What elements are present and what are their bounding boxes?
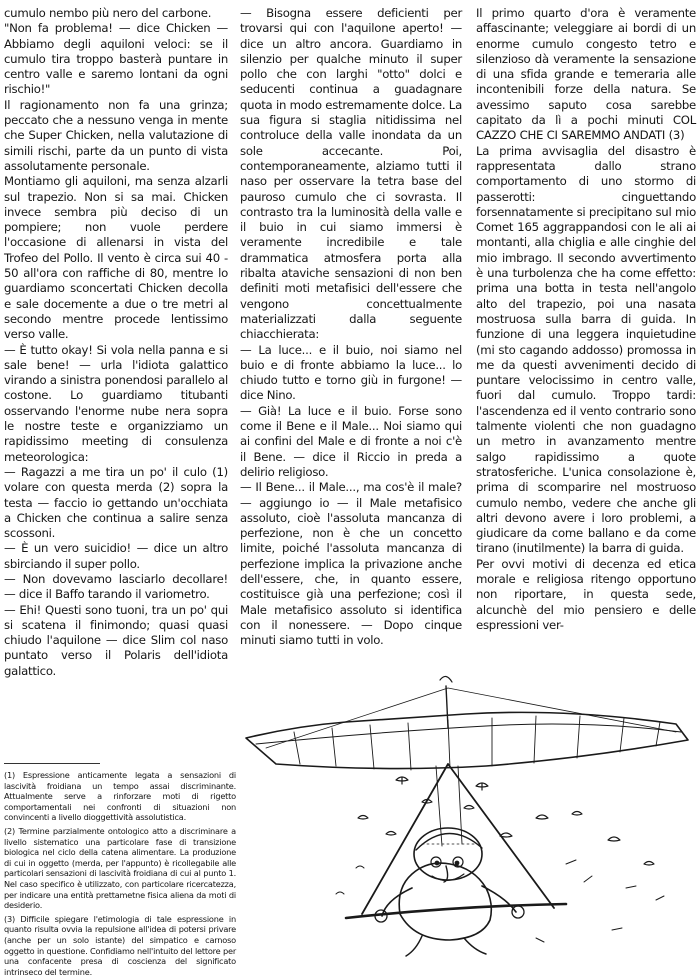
paragraph: — Non dovevamo lasciarlo decollare! — dice il Baffo tarando il variometro. (4, 571, 228, 602)
paragraph: — Ehi! Questi sono tuoni, tra un po' qui si scatena il finimondo; quasi quasi chiudo l'aquilone — dice Slim col naso puntato verso il Polaris dell'idiota galattico. (4, 602, 228, 678)
paragraph: La prima avvisaglia del disastro è rappresentata dallo strano comportamento di uno stormo di passerotti: cinguettando forsennatamente si precipitano sul mio Comet 165 aggrappandosi con le ali ai montanti, alla chiglia e alle cinghie del mio imbrago. Il secondo avvertimento è una turbolenza che ha come effetto: prima una botta in testa nell'angolo alto del trapezio, poi una nasata mostruosa sulla barra di guida. In funzione di una leggera inquietudine (mi sto cagando addosso) promossa in me da questi avvenimenti decido di puntare velocissimo in centro valle, fuori dal cumulo. Troppo tardi: l'ascendenza ed il vento contrario sono talmente violenti che non guadagno un metro in avanzamento mentre salgo rapidissimo a quote stratosferiche. L'unica consolazione è, prima di scomparire nel mostruoso cumulo nembo, vedere che anche gli altri devono avere i loro problemi, a giudicare da come ballano e da come tirano (inutilmente) la barra di guida. (476, 143, 696, 556)
paragraph: Per ovvi motivi di decenza ed etica morale e religiosa ritengo opportuno non riportare, in questa sede, alcunchè del mio pensiero e delle espressioni ver- (476, 556, 696, 632)
paragraph: — Già! La luce e il buio. Forse sono come il Bene e il Male... Noi siamo qui ai confini del Male e di fronte a noi c'è il Bene. — dice il Riccio in preda a delirio religioso. (240, 403, 462, 479)
text-column-3 (476, 6, 696, 633)
footnote: (3) Difficile spiegare l'etimologia di tale espressione in quanto risulta ovvia la repulsione all'idea di potersi privare (anche per un solo istante) del simpatico e carnoso oggetto in questione. Confidiamo nell'intuito del lettore per una confacente presa di coscienza del significato intrinseco del termine. (4, 913, 236, 977)
text-column-1 (4, 6, 228, 679)
footnotes (4, 770, 236, 980)
footnote: (2) Termine parzialmente ontologico atto a discriminare a livello sistematico una particolare fase di transizione biologica nel ciclo della catena alimentare. La produzione di cui in oggetto (merda, per l'appunto) è ricollegabile alle particolari sensazioni di lascività froidiana di cui al punto 1. Nel caso specifico è utilizzato, con particolare ricercatezza, per indicare una entità prettametne fisica aliena da moti di desiderio. (4, 825, 236, 911)
paragraph: "Non fa problema! — dice Chicken — Abbiamo degli aquiloni veloci: se il cumulo tira troppo basterà puntare in centro valle e saremo lontani da ogni rischio!" (4, 21, 228, 97)
paragraph: Montiamo gli aquiloni, ma senza alzarli sul trapezio. Non si sa mai. Chicken invece sembra più deciso di un pompiere; non vuole perdere l'occasione di allenarsi in vista del Trofeo del Pollo. Il vento è circa sui 40 - 50 all'ora con raffiche di 80, mentre lo guardiamo sconcertati Chicken decolla e sale docemente a due o tre metri al secondo mentre procede lentissimo verso valle. (4, 174, 228, 342)
footnote: (1) Espressione anticamente legata a sensazioni di lascività froidiana un tempo assai discriminante. Attualmente serve a rinforzare moti di rigetto comportamentali nei confronti di situazioni non convincenti a livello dioggettività assolutistica. (4, 770, 236, 823)
paragraph: cumulo nembo più nero del carbone. (4, 6, 212, 20)
footnote-divider (4, 763, 100, 764)
paragraph: — La luce... e il buio, noi siamo nel buio e di fronte abbiamo la luce... lo chiudo tutto e torno giù in furgone! — dice Nino. (240, 342, 462, 403)
control-bar-frame (362, 764, 554, 914)
bird-icon (358, 777, 654, 865)
text-column-2 (240, 6, 462, 648)
hang-glider-illustration (236, 668, 698, 962)
paragraph: Il ragionamento non fa una grinza; peccato che a nessuno venga in mente che Super Chicken, nella valutazione di simili rischi, parte da un punto di vista assolutamente personale. (4, 97, 228, 173)
paragraph: Il primo quarto d'ora è veramente affascinante; veleggiare ai bordi di un enorme cumulo congesto tetro e silenzioso dà veramente la sensazione di una sfida grande e temeraria alle incontenibili forze della natura. Se avessimo saputo cosa sarebbe capitato da lì a pochi minuti COL CAZZO CHE CI SAREMMO ANDATI (3) (476, 6, 696, 143)
paragraph: — È tutto okay! Si vola nella panna e si sale bene! — urla l'idiota galattico virando a sinistra ponendosi parallelo al costone. Lo guardiamo titubanti osservando l'enorme nube nera sopra le nostre teste e organizziamo un rapidissimo meeting di consulenza meteorologica: (4, 342, 228, 464)
paragraph: — Il Bene... il Male..., ma cos'è il male? — aggiungo io — il Male metafisico assoluto, cioè l'assoluta mancanza di perfezione, non è che un concetto limite, poiché l'assoluta mancanza di perfezione implica la privazione anche dell'essere, che, in quanto essere, costituisce già una perfezione; così il Male metafisico assoluto si identifica con il nonessere. — Dopo cinque minuti siamo tutti in volo. (240, 480, 462, 648)
paragraph: — È un vero suicidio! — dice un altro sbirciando il super pollo. (4, 541, 228, 571)
paragraph: — Bisogna essere deficienti per trovarsi qui con l'aquilone aperto! — dice un altro ancora. Guardiamo in silenzio per qualche minuto il super pollo che con larghi "otto" dolci e seducenti continua a guadagnare quota in modo estremamente dolce. La sua figura si staglia nitidissima nel controluce della valle inondata da un sole accecante. Poi, contemporaneamente, alziamo tutti il naso per osservare la tetra base del pauroso cumulo che ci sovrasta. Il contrasto tra la luminosità della valle e il buio in cui siamo immersi è veramente incredibile e tale drammatica atmosfera porta alla ribalta ataviche sensazioni di non ben definiti moti metafisici dell'essere che vengono concettualmente materializzati dalla seguente chiacchierata: (240, 6, 462, 342)
paragraph: — Ragazzi a me tira un po' il culo (1) volare con questa merda (2) sopra la testa — faccio io gettando un'occhiata a Chicken che continua a salire senza scossoni. (4, 464, 228, 541)
pilot (399, 863, 491, 940)
